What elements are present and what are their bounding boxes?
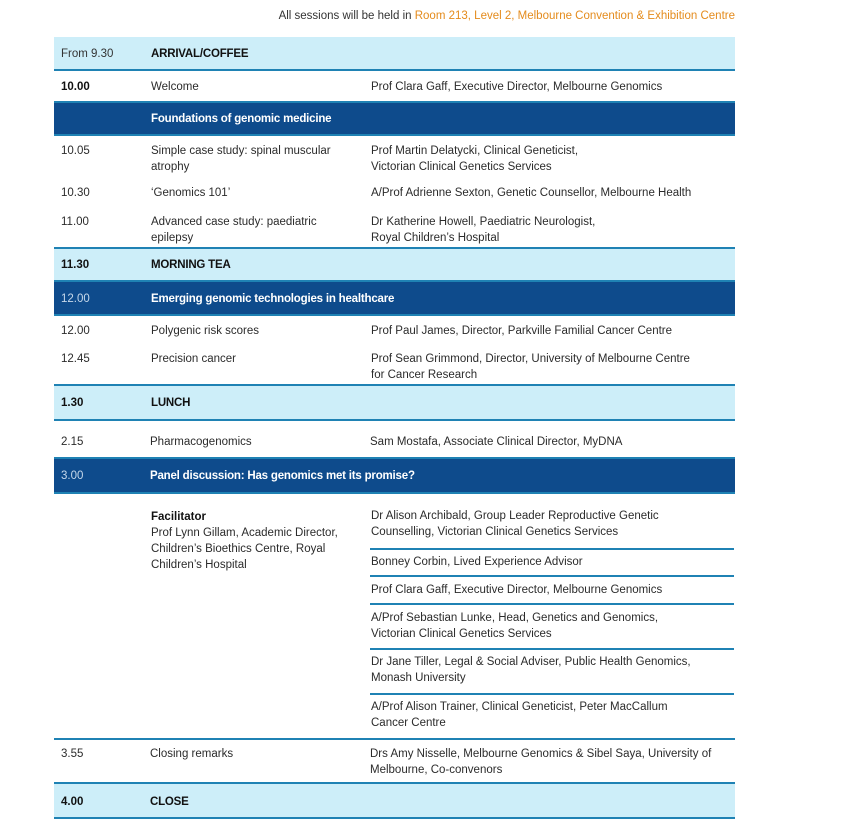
row-time: 4.00 (61, 796, 84, 808)
row-sma (54, 136, 735, 180)
row-speaker-line-2: Melbourne, Co-convenors (370, 764, 503, 776)
panelist (370, 699, 734, 731)
panel-divider (370, 693, 734, 695)
facilitator-label: Facilitator (151, 511, 206, 523)
row-lunch (54, 386, 735, 421)
row-title: Advanced case study: paediatric epilepsy (151, 216, 317, 244)
panelist (370, 554, 734, 570)
row-morning-tea (54, 249, 735, 282)
panelist-line-1: Dr Alison Archibald, Group Leader Reproductive Genetic (371, 510, 659, 522)
row-time: 10.30 (61, 187, 90, 199)
row-speaker-line-1: Drs Amy Nisselle, Melbourne Genomics & Sibel Saya, University of (370, 748, 712, 760)
row-time: 2.15 (61, 436, 84, 448)
row-epilepsy (54, 208, 735, 249)
row-time: 10.05 (61, 145, 90, 157)
panelist-line-2: Cancer Centre (371, 717, 446, 729)
panel-facilitator (151, 509, 361, 573)
venue-prefix: All sessions will be held in (278, 10, 415, 22)
panelist-line-1: A/Prof Alison Trainer, Clinical Geneticist, Peter MacCallum (371, 701, 668, 713)
section-title: Panel discussion: Has genomics met its promise? (150, 470, 415, 482)
panelist-line-1: A/Prof Sebastian Lunke, Head, Genetics and Genomics, (371, 612, 659, 624)
row-title: ‘Genomics 101’ (151, 187, 231, 199)
row-closing-remarks (54, 738, 735, 784)
panel-divider (370, 548, 734, 550)
row-speaker-line-2: Royal Children’s Hospital (371, 232, 500, 244)
row-panel-discussion (54, 459, 735, 494)
row-title: Closing remarks (150, 748, 234, 760)
row-title: ARRIVAL/COFFEE (151, 48, 249, 60)
row-speaker-line-2: Victorian Clinical Genetics Services (371, 161, 552, 173)
panelist-line-2: Monash University (371, 672, 466, 684)
row-speaker-line-1: Prof Martin Delatycki, Clinical Geneticist, (371, 145, 579, 157)
panelist-line-2: Counselling, Victorian Clinical Genetics Services (371, 526, 619, 538)
row-speaker: A/Prof Adrienne Sexton, Genetic Counsellor, Melbourne Health (371, 187, 692, 199)
section-title: Foundations of genomic medicine (151, 113, 332, 125)
row-time: 12.00 (61, 325, 90, 337)
panelist (370, 654, 734, 686)
row-time: 12.45 (61, 353, 90, 365)
facilitator-line: Children’s Hospital (151, 559, 247, 571)
row-speaker-line-2: for Cancer Research (371, 369, 478, 381)
row-speaker-line-1: Dr Katherine Howell, Paediatric Neurologist, (371, 216, 596, 228)
row-title: Welcome (151, 81, 199, 93)
row-time: 10.00 (61, 81, 90, 93)
row-title: MORNING TEA (151, 259, 231, 271)
row-emerging (54, 282, 735, 316)
row-time: From 9.30 (61, 48, 114, 60)
row-welcome (54, 71, 735, 103)
section-title: Emerging genomic technologies in healthcare (151, 293, 395, 305)
row-title: Simple case study: spinal muscular atrophy (151, 145, 331, 173)
row-polygenic (54, 316, 735, 344)
row-speaker: Prof Clara Gaff, Executive Director, Melbourne Genomics (371, 81, 663, 93)
row-time: 1.30 (61, 397, 84, 409)
venue-note (0, 10, 735, 22)
row-precision (54, 344, 735, 386)
panelist-line-1: Prof Clara Gaff, Executive Director, Melbourne Genomics (371, 584, 663, 596)
row-title: Polygenic risk scores (151, 325, 260, 337)
row-speaker: Sam Mostafa, Associate Clinical Director, MyDNA (370, 436, 623, 448)
row-speaker: Prof Paul James, Director, Parkville Familial Cancer Centre (371, 325, 673, 337)
row-title: LUNCH (151, 397, 191, 409)
section-time: 12.00 (61, 293, 90, 305)
programme-table (54, 37, 735, 819)
row-title: CLOSE (150, 796, 189, 808)
row-arrival (54, 37, 735, 71)
row-time: 11.30 (61, 259, 90, 271)
panelist (370, 582, 734, 598)
row-foundations (54, 103, 735, 136)
panelist (370, 610, 734, 642)
row-time: 11.00 (61, 216, 89, 228)
panel-divider (370, 575, 734, 577)
venue-location: Room 213, Level 2, Melbourne Convention & Exhibition Centre (414, 10, 735, 22)
row-title: Pharmacogenomics (150, 436, 252, 448)
facilitator-line: Prof Lynn Gillam, Academic Director, (151, 527, 338, 539)
row-genomics-101 (54, 180, 735, 208)
panelist-line-2: Victorian Clinical Genetics Services (371, 628, 552, 640)
panelist-line-1: Dr Jane Tiller, Legal & Social Adviser, Public Health Genomics, (371, 656, 691, 668)
panel-divider (370, 648, 734, 650)
row-close (54, 784, 735, 819)
row-pharmacogenomics (54, 421, 735, 459)
panelist-line-1: Bonney Corbin, Lived Experience Advisor (371, 556, 583, 568)
panel-block (54, 494, 735, 738)
row-time: 3.55 (61, 748, 84, 760)
panel-divider (370, 603, 734, 605)
row-speaker-line-1: Prof Sean Grimmond, Director, University of Melbourne Centre (371, 353, 690, 365)
row-title: Precision cancer (151, 353, 237, 365)
panelist (370, 508, 734, 540)
section-time: 3.00 (61, 470, 84, 482)
facilitator-line: Children’s Bioethics Centre, Royal (151, 543, 326, 555)
